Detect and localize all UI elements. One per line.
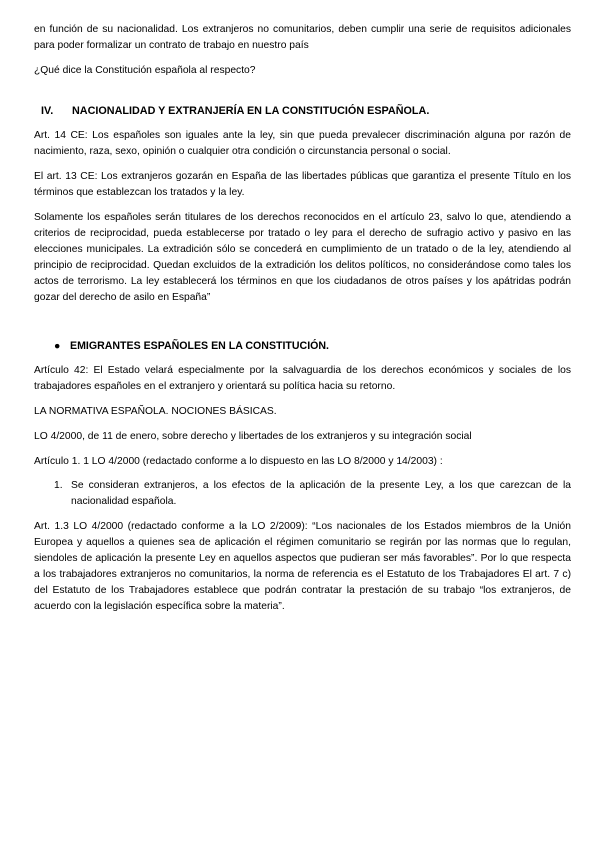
section-number: IV. [41, 105, 54, 117]
list-item [34, 478, 571, 510]
art42-paragraph: Artículo 42: El Estado velará especialmente por la salvaguardia de los derechos económicos y sociales de los trabajadores españoles en el extranjero y orientará su política hacia su retorno. [34, 365, 571, 392]
list-number: 1. [54, 480, 63, 491]
lo4-paragraph: LO 4/2000, de 11 de enero, sobre derecho y libertades de los extranjeros y su integración social [34, 431, 472, 442]
intro-paragraph: en función de su nacionalidad. Los extranjeros no comunitarios, deben cumplir una serie de requisitos adicionales para poder formalizar un contrato de trabajo en nuestro país [34, 24, 571, 51]
normativa-paragraph: LA NORMATIVA ESPAÑOLA. NOCIONES BÁSICAS. [34, 406, 277, 417]
art13-paragraph: El art. 13 CE: Los extranjeros gozarán en España de las libertades públicas que garantiza el presente Título en los términos que establezcan los tratados y la ley. [34, 171, 571, 198]
art13-lo-paragraph: Art. 1.3 LO 4/2000 (redactado conforme a la LO 2/2009): “Los nacionales de los Estados miembros de la Unión Europea y aquellos a quienes sea de aplicación el régimen comunitario se regirán por las normas que lo regulan, siendoles de aplicación la presente Ley en aquellos aspectos que pudieran ser más favorables”. Por lo que respecta a los trabajadores extranjeros no comunitarios, la norma de referencia es el Estatuto de los Trabajadores El art. 7 c) del Estatuto de los Trabajadores establece que podrán contratar la prestación de su trabajo “los extranjeros, de acuerdo con la legislación específica sobre la materia”. [34, 521, 571, 612]
bullet-heading [34, 338, 571, 354]
section-title: NACIONALIDAD Y EXTRANJERÍA EN LA CONSTITUCIÓN ESPAÑOLA. [72, 105, 430, 117]
art11-paragraph: Artículo 1. 1 LO 4/2000 (redactado conforme a lo dispuesto en las LO 8/2000 y 14/2003) : [34, 456, 443, 467]
bullet-icon: ● [54, 340, 61, 352]
bullet-heading-title: EMIGRANTES ESPAÑOLES EN LA CONSTITUCIÓN. [70, 340, 329, 352]
question-paragraph: ¿Qué dice la Constitución española al respecto? [34, 65, 256, 76]
art13-quote-paragraph: Solamente los españoles serán titulares de los derechos reconocidos en el artículo 23, salvo lo que, atendiendo a criterios de reciprocidad, pueda establecerse por tratado o ley para el derecho de sufragio activo y pasivo en las elecciones municipales. La extradición sólo se concederá en cumplimiento de un tratado o de la ley, atendiendo al principio de reciprocidad. Quedan excluidos de la extradición los delitos políticos, no considerándose como tales los actos de terrorismo. La ley establecerá los términos en que los ciudadanos de otros países y los apátridas podrán gozar del derecho de asilo en España” [34, 212, 571, 303]
document-page [34, 22, 571, 615]
art14-paragraph: Art. 14 CE: Los españoles son iguales ante la ley, sin que pueda prevalecer discriminación alguna por razón de nacimiento, raza, sexo, opinión o cualquier otra condición o circunstancia personal o social. [34, 130, 571, 157]
section-heading [34, 103, 571, 119]
list-text: Se consideran extranjeros, a los efectos de la aplicación de la presente Ley, a los que carezcan de la nacionalidad española. [71, 480, 571, 507]
